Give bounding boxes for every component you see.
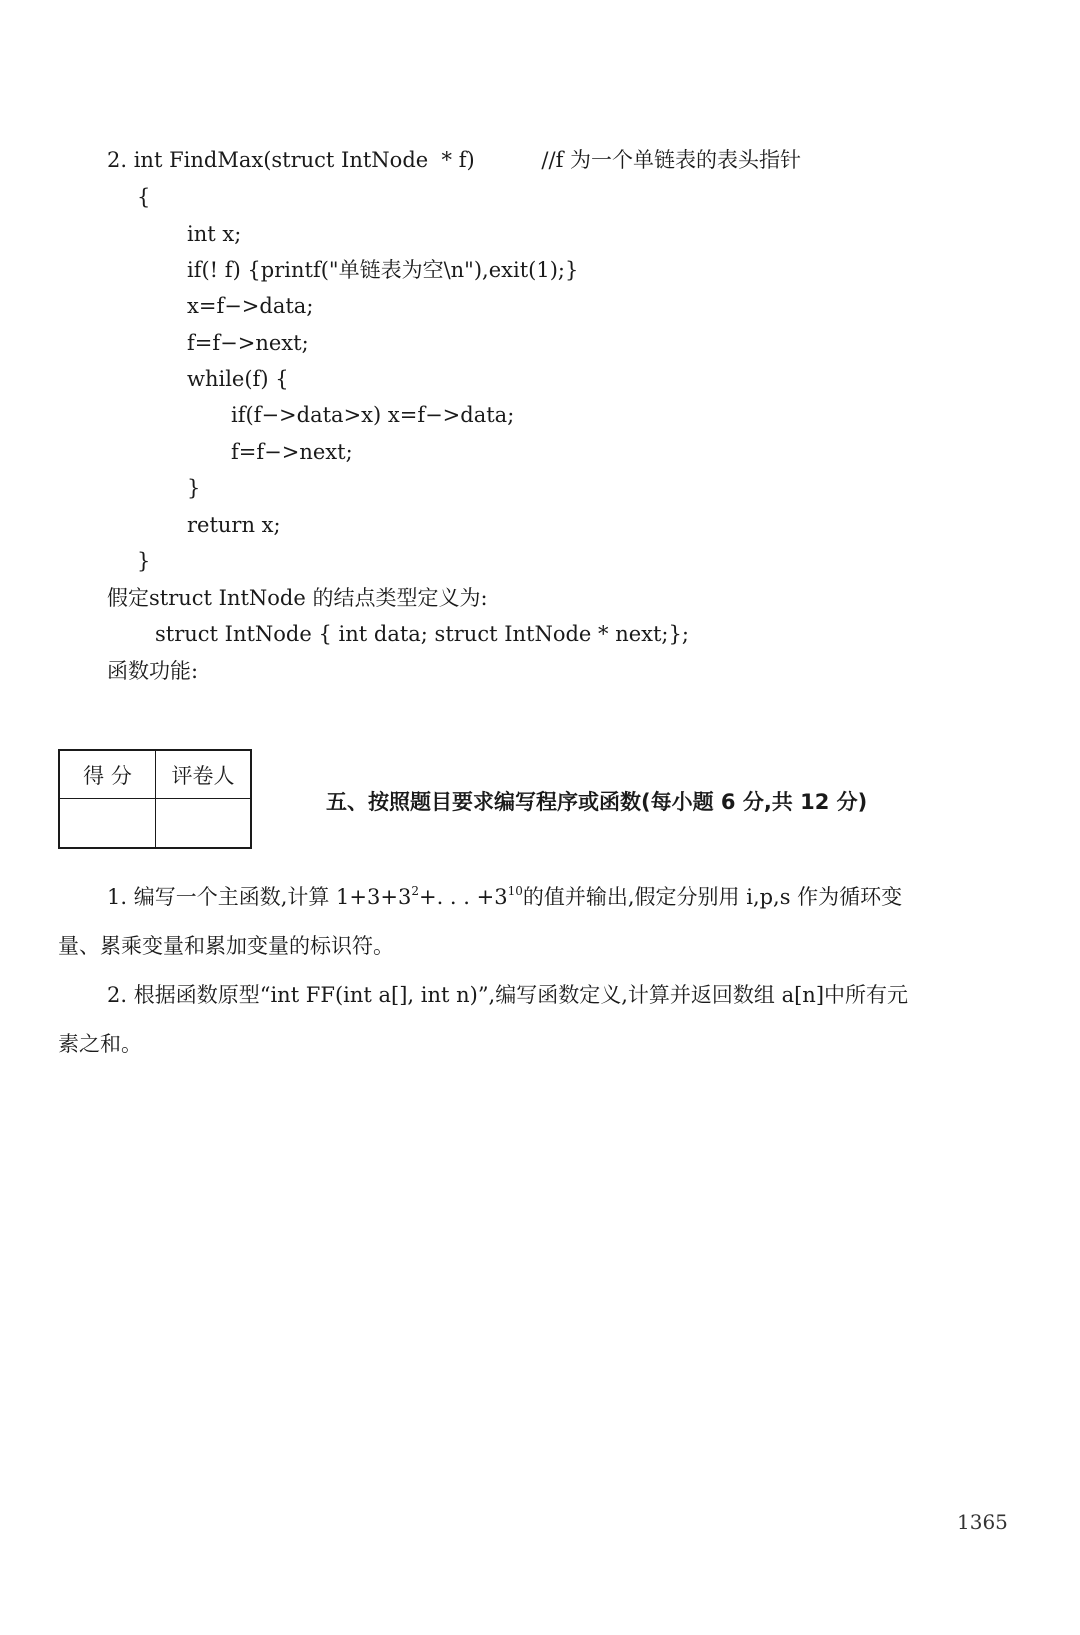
code-line: int x;	[187, 222, 242, 246]
code-close-brace: }	[137, 549, 151, 573]
code-line: x=f−>data;	[187, 294, 314, 318]
page-number: 1365	[957, 1510, 1008, 1534]
code-line: return x;	[187, 513, 281, 537]
code-open-brace: {	[137, 185, 151, 209]
section-title: 五、按照题目要求编写程序或函数(每小题 6 分,共 12 分)	[326, 790, 868, 814]
code-line: if(! f) {printf("单链表为空\n"),exit(1);}	[187, 258, 579, 282]
question-2-line-1: 2. 根据函数原型“int FF(int a[], int n)”,编写函数定义,计算并返回数组 a[n]中所有元	[107, 983, 909, 1007]
score-value-cell	[60, 799, 156, 847]
code-line: f=f−>next;	[231, 440, 353, 464]
struct-definition: struct IntNode { int data; struct IntNode * next;};	[155, 622, 689, 646]
question-1-text-c: 的值并输出,假定分别用 i,p,s 作为循环变	[522, 885, 903, 909]
code-header: 2. int FindMax(struct IntNode * f) //f 为一个单链表的表头指针	[107, 148, 802, 172]
question-1-text-a: 1. 编写一个主函数,计算 1+3+3	[107, 885, 412, 909]
code-line: if(f−>data>x) x=f−>data;	[231, 403, 515, 427]
score-table	[58, 749, 252, 849]
code-line: while(f) {	[187, 367, 289, 391]
question-1-exponent-2: 10	[507, 884, 523, 898]
grader-value-cell	[156, 799, 250, 847]
function-label: 函数功能:	[107, 659, 199, 683]
question-1-line-2: 量、累乘变量和累加变量的标识符。	[58, 934, 394, 958]
question-2-line-2: 素之和。	[58, 1032, 142, 1056]
grader-label: 评卷人	[156, 751, 250, 799]
code-line: f=f−>next;	[187, 331, 309, 355]
question-1-exponent-1: 2	[411, 884, 419, 898]
struct-assumption: 假定struct IntNode 的结点类型定义为:	[107, 586, 488, 610]
question-1-line-1	[107, 883, 902, 911]
score-label: 得 分	[60, 751, 156, 799]
question-1-text-b: +. . . +3	[418, 885, 508, 909]
code-line: }	[187, 476, 201, 500]
